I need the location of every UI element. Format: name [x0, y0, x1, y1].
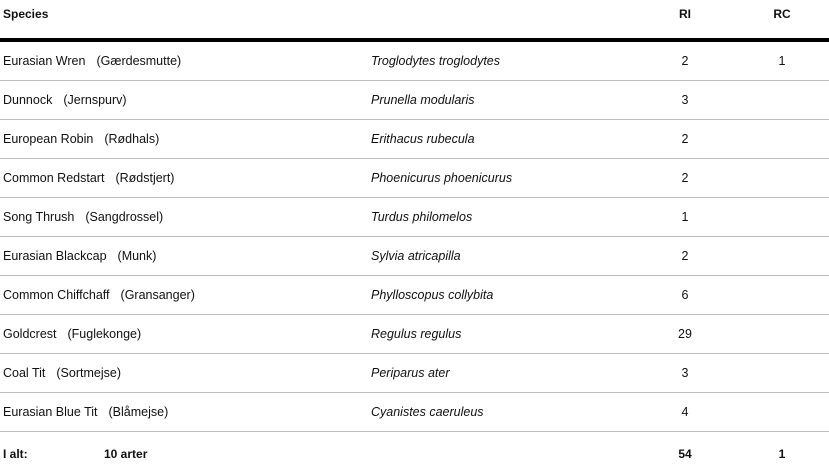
ri-value: 6 — [681, 288, 689, 302]
table-row — [0, 159, 829, 198]
table-row — [0, 276, 829, 315]
table-row — [0, 237, 829, 276]
common-name: Goldcrest — [3, 327, 57, 341]
local-name: (Sortmejse) — [56, 366, 121, 380]
total-rc: 1 — [778, 447, 786, 461]
total-species-count: 10 arter — [104, 447, 148, 461]
ri-value: 2 — [681, 54, 689, 68]
common-name-cell — [3, 132, 159, 146]
common-name: Song Thrush — [3, 210, 75, 224]
common-name-cell — [3, 171, 174, 185]
header-ri: RI — [679, 7, 691, 21]
common-name-cell — [3, 327, 141, 341]
common-name: Eurasian Wren — [3, 54, 86, 68]
ri-value: 4 — [681, 405, 689, 419]
scientific-name: Troglodytes troglodytes — [371, 54, 500, 68]
ri-value: 29 — [678, 327, 692, 341]
header-species: Species — [3, 7, 49, 21]
local-name: (Munk) — [117, 249, 157, 263]
table-row — [0, 42, 829, 81]
table-row — [0, 393, 829, 432]
header-rc: RC — [773, 7, 791, 21]
local-name: (Gærdesmutte) — [96, 54, 182, 68]
rc-value: 1 — [778, 54, 786, 68]
common-name-cell — [3, 210, 163, 224]
scientific-name: Phylloscopus collybita — [371, 288, 494, 302]
scientific-name: Erithacus rubecula — [371, 132, 475, 146]
ri-value: 2 — [681, 171, 689, 185]
scientific-name: Turdus philomelos — [371, 210, 473, 224]
common-name-cell — [3, 54, 181, 68]
ri-value: 3 — [681, 366, 689, 380]
common-name-cell — [3, 93, 127, 107]
common-name-cell — [3, 366, 121, 380]
table-row — [0, 120, 829, 159]
table-row — [0, 354, 829, 393]
common-name: European Robin — [3, 132, 94, 146]
common-name-cell — [3, 288, 195, 302]
scientific-name: Periparus ater — [371, 366, 450, 380]
local-name: (Jernspurv) — [63, 93, 127, 107]
scientific-name: Sylvia atricapilla — [371, 249, 461, 263]
common-name-cell — [3, 405, 168, 419]
ri-value: 2 — [681, 249, 689, 263]
scientific-name: Regulus regulus — [371, 327, 462, 341]
scientific-name: Phoenicurus phoenicurus — [371, 171, 513, 185]
common-name: Eurasian Blackcap — [3, 249, 107, 263]
table-row — [0, 315, 829, 354]
total-label: I alt: — [3, 447, 28, 461]
scientific-name: Cyanistes caeruleus — [371, 405, 484, 419]
local-name: (Fuglekonge) — [67, 327, 142, 341]
ri-value: 2 — [681, 132, 689, 146]
common-name: Dunnock — [3, 93, 53, 107]
local-name: (Blåmejse) — [108, 405, 169, 419]
local-name: (Gransanger) — [120, 288, 195, 302]
scientific-name: Prunella modularis — [371, 93, 475, 107]
ri-value: 1 — [681, 210, 689, 224]
common-name: Common Chiffchaff — [3, 288, 110, 302]
common-name: Eurasian Blue Tit — [3, 405, 98, 419]
total-row — [0, 435, 829, 469]
common-name: Common Redstart — [3, 171, 105, 185]
table-row — [0, 198, 829, 237]
table-body — [0, 42, 829, 432]
local-name: (Rødhals) — [104, 132, 160, 146]
table-row — [0, 81, 829, 120]
local-name: (Rødstjert) — [115, 171, 175, 185]
common-name: Coal Tit — [3, 366, 46, 380]
ri-value: 3 — [681, 93, 689, 107]
common-name-cell — [3, 249, 156, 263]
total-ri: 54 — [678, 447, 692, 461]
local-name: (Sangdrossel) — [85, 210, 164, 224]
table-header — [0, 0, 829, 38]
